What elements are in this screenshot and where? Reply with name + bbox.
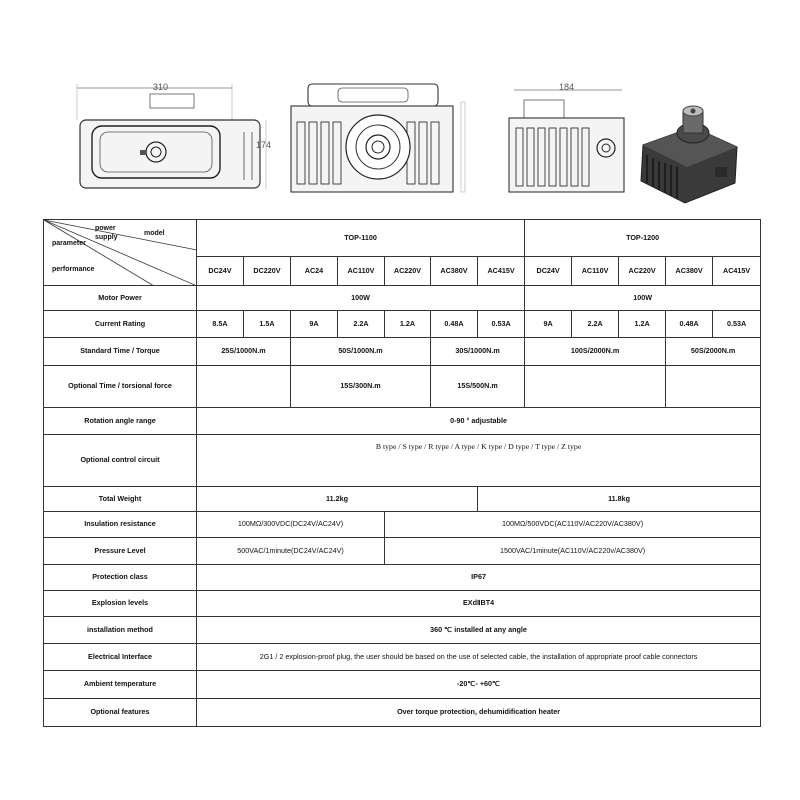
voltage-cell: AC220V (619, 257, 666, 286)
table-row-current-rating (44, 311, 761, 338)
row-label: Current Rating (44, 311, 197, 338)
value-cell: 1.2A (385, 311, 431, 338)
row-label: Optional Time / torsional force (44, 366, 197, 408)
voltage-cell: DC24V (197, 257, 244, 286)
model-top1200: TOP-1200 (525, 220, 761, 257)
value-cell: 11.2kg (197, 487, 478, 512)
value-cell: 50S/1000N.m (291, 338, 431, 366)
row-label: Rotation angle range (44, 408, 197, 435)
value-cell: 100W (197, 286, 525, 311)
voltage-cell: AC110V (572, 257, 619, 286)
value-cell: 11.8kg (478, 487, 761, 512)
header-parameter: parameter (52, 240, 86, 247)
value-cell: 0.48A (431, 311, 478, 338)
value-cell: 9A (525, 311, 572, 338)
value-cell: 30S/1000N.m (431, 338, 525, 366)
dim-width-front: 310 (153, 82, 169, 92)
empty-cell (197, 366, 291, 408)
row-label: Standard Time / Torque (44, 338, 197, 366)
end-view-drawing (504, 82, 634, 197)
voltage-cell: AC415V (478, 257, 525, 286)
voltage-cell: AC24 (291, 257, 338, 286)
value-cell: 500VAC/1minute(DC24V/AC24V) (197, 538, 385, 565)
header-power-supply: power supply (95, 225, 118, 241)
table-row-insulation (44, 512, 761, 538)
table-row-control-circuit (44, 435, 761, 487)
value-cell: 25S/1000N.m (197, 338, 291, 366)
value-cell: 0.53A (713, 311, 761, 338)
row-label: Ambient temperature (44, 671, 197, 699)
table-row-pressure (44, 538, 761, 565)
voltage-cell: AC380V (666, 257, 713, 286)
table-row-motor-power (44, 286, 761, 311)
value-cell: 360 ℃ installed at any angle (197, 617, 761, 644)
value-cell: 0.48A (666, 311, 713, 338)
value-cell: 15S/300N.m (291, 366, 431, 408)
value-cell: 2.2A (572, 311, 619, 338)
row-label: Pressure Level (44, 538, 197, 565)
side-view-drawing (283, 82, 473, 197)
dim-height: 174 (256, 140, 272, 150)
value-cell: EXdⅡBT4 (197, 591, 761, 617)
value-cell: 100MΩ/300VDC(DC24V/AC24V) (197, 512, 385, 538)
voltage-cell: AC220V (385, 257, 431, 286)
technical-drawings (0, 0, 800, 215)
value-cell: -20℃- +60℃ (197, 671, 761, 699)
value-cell: 100S/2000N.m (525, 338, 666, 366)
spec-table (43, 219, 761, 727)
row-label: Protection class (44, 565, 197, 591)
table-row-installation (44, 617, 761, 644)
value-cell: 15S/500N.m (431, 366, 525, 408)
value-cell: 1.2A (619, 311, 666, 338)
front-view-drawing (62, 80, 272, 195)
value-cell: Over torque protection, dehumidification heater (197, 699, 761, 727)
row-label: Motor Power (44, 286, 197, 311)
value-cell: 50S/2000N.m (666, 338, 761, 366)
voltage-cell: AC110V (338, 257, 385, 286)
value-cell: 2G1 / 2 explosion-proof plug, the user should be based on the use of selected cable, the installation of appropriate proof cable connectors (197, 644, 761, 671)
table-row-weight (44, 487, 761, 512)
value-cell: IP67 (197, 565, 761, 591)
product-photo (635, 105, 745, 210)
table-row-explosion (44, 591, 761, 617)
row-label: installation method (44, 617, 197, 644)
table-row-ambient (44, 671, 761, 699)
value-cell: B type / S type / R type / A type / K type / D type / T type / Z type (197, 435, 761, 487)
model-top1100: TOP-1100 (197, 220, 525, 257)
value-cell: 1.5A (244, 311, 291, 338)
row-label: Explosion levels (44, 591, 197, 617)
header-diagonal-cell (44, 220, 197, 286)
table-row-optional-time (44, 366, 761, 408)
value-cell: 100W (525, 286, 761, 311)
header-performance: performance (52, 266, 95, 273)
value-cell: 8.5A (197, 311, 244, 338)
row-label: Optional features (44, 699, 197, 727)
value-cell: 100MΩ/500VDC(AC110V/AC220V/AC380V) (385, 512, 761, 538)
table-row-electrical (44, 644, 761, 671)
table-row-features (44, 699, 761, 727)
value-cell: 1500VAC/1minute(AC110V/AC220v/AC380V) (385, 538, 761, 565)
row-label: Insulation resistance (44, 512, 197, 538)
row-label: Electrical Interface (44, 644, 197, 671)
row-label: Optional control circuit (44, 435, 197, 487)
table-row-rotation (44, 408, 761, 435)
table-row-standard-time (44, 338, 761, 366)
empty-cell (666, 366, 761, 408)
voltage-cell: DC220V (244, 257, 291, 286)
table-row-models (44, 220, 761, 257)
header-model: model (144, 230, 165, 237)
value-cell: 9A (291, 311, 338, 338)
voltage-cell: DC24V (525, 257, 572, 286)
value-cell: 0-90 ° adjustable (197, 408, 761, 435)
empty-cell (525, 366, 666, 408)
voltage-cell: AC415V (713, 257, 761, 286)
dim-width-side: 184 (559, 82, 575, 92)
voltage-cell: AC380V (431, 257, 478, 286)
table-row-protection (44, 565, 761, 591)
value-cell: 2.2A (338, 311, 385, 338)
value-cell: 0.53A (478, 311, 525, 338)
row-label: Total Weight (44, 487, 197, 512)
